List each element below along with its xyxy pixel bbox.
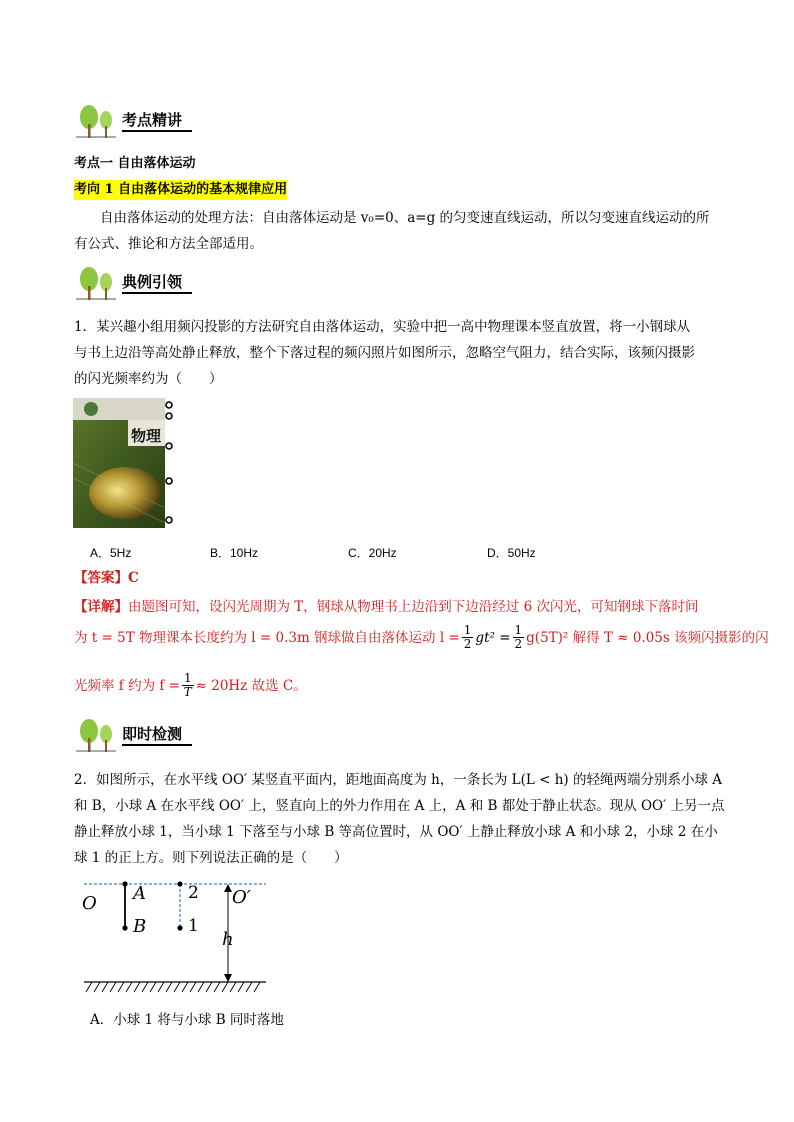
label-B: B	[133, 916, 147, 937]
section-header-dianli	[76, 266, 192, 300]
section-title: 典例引领	[122, 272, 192, 294]
label-O-prime: O′	[232, 887, 251, 908]
section-title: 即时检测	[122, 724, 192, 746]
q1-line-3: 的闪光频率约为（ ）	[74, 371, 223, 387]
ball-B	[122, 925, 127, 930]
arrow-down-icon	[224, 974, 232, 982]
q1-line-2: 与书上边沿等高处静止释放，整个下落过程的频闪照片如图所示，忽略空气阻力，结合实际，该频闪摄影	[74, 345, 695, 361]
detail-text-3b: ≈ 20Hz 故选 C。	[195, 677, 307, 694]
q1-detail-3	[74, 672, 307, 699]
trees-icon	[76, 266, 116, 300]
section-header-kaodian	[76, 104, 192, 138]
trees-icon	[76, 718, 116, 752]
frac-num: 1	[463, 623, 472, 637]
method-text-1: 自由落体运动的处理方法：自由落体运动是 v₀=0、a=g 的匀变速直线运动，所以匀变速直线运动的所	[100, 210, 710, 226]
book-photo	[73, 398, 185, 530]
arrow-up-icon	[224, 884, 232, 892]
label-O: O	[82, 893, 97, 914]
q2-option-a[interactable]: A．小球 1 将与小球 B 同时落地	[90, 1012, 284, 1028]
section-title: 考点精讲	[122, 110, 192, 132]
method-text-2: 有公式、推论和方法全部适用。	[74, 236, 263, 252]
q1-option-d[interactable]: D．50Hz	[487, 546, 536, 560]
q2-line-2: 和 B，小球 A 在水平线 OO′ 上，竖直向上的外力作用在 A 上，A 和 B 都处于静止状态。现从 OO′ 上另一点	[74, 798, 725, 814]
frac-num: 1	[183, 671, 192, 685]
direction-title: 考向 1 自由落体运动的基本规律应用	[74, 180, 287, 200]
frac-one-over-t	[182, 672, 194, 699]
point-title: 考点一 自由落体运动	[74, 156, 196, 171]
q1-answer: 【答案】C	[74, 570, 139, 586]
q1-detail-1	[74, 595, 698, 619]
label-A: A	[133, 883, 146, 904]
q1-option-a[interactable]: A．5Hz	[90, 546, 132, 560]
detail-text-1: 由题图可知，设闪光周期为 T，钢球从物理书上边沿到下边沿经过 6 次闪光，可知钢球下落时间	[128, 599, 699, 615]
detail-text-2b: gt² =	[475, 629, 511, 646]
q1-line-1: 1．某兴趣小组用频闪投影的方法研究自由落体运动，实验中把一高中物理课本竖直放置，将一小钢球从	[74, 319, 691, 335]
detail-text-2a: 为 t = 5T 物理课本长度约为 l = 0.3m 钢球做自由落体运动 l =	[74, 629, 460, 646]
ground-hatch	[86, 982, 260, 992]
q2-line-3: 静止释放小球 1，当小球 1 下落至与小球 B 等高位置时，从 OO′ 上静止释放小球 A 和小球 2，小球 2 在小	[74, 824, 718, 840]
ball-1	[177, 925, 182, 930]
q2-line-1: 2．如图所示，在水平线 OO′ 某竖直平面内，距地面高度为 h，一条长为 L(L < h) 的轻绳两端分别系小球 A	[74, 772, 723, 788]
q1-option-b[interactable]: B．10Hz	[210, 546, 259, 560]
detail-text-2c: g(5T)² 解得 T ≈ 0.05s 该频闪摄影的闪	[526, 629, 769, 646]
trees-icon	[76, 104, 116, 138]
frac-num: 1	[514, 623, 523, 637]
frac-den: 2	[463, 637, 472, 651]
frac-den: 2	[514, 637, 523, 651]
frac-half-1	[462, 624, 474, 651]
ball-2	[177, 881, 182, 886]
q1-option-c[interactable]: C．20Hz	[348, 546, 397, 560]
label-1: 1	[188, 916, 199, 936]
label-h: h	[222, 929, 234, 950]
label-2: 2	[188, 883, 199, 903]
q2-line-4: 球 1 的正上方。则下列说法正确的是（ ）	[74, 850, 348, 866]
section-header-jishi	[76, 718, 192, 752]
frac-den: T	[183, 685, 192, 699]
detail-label: 【详解】	[74, 599, 128, 615]
frac-half-2	[513, 624, 525, 651]
q1-detail-2	[74, 624, 769, 651]
detail-text-3a: 光频率 f 约为 f =	[74, 677, 180, 694]
book-title: 物理	[131, 427, 162, 445]
ball-A	[122, 881, 127, 886]
